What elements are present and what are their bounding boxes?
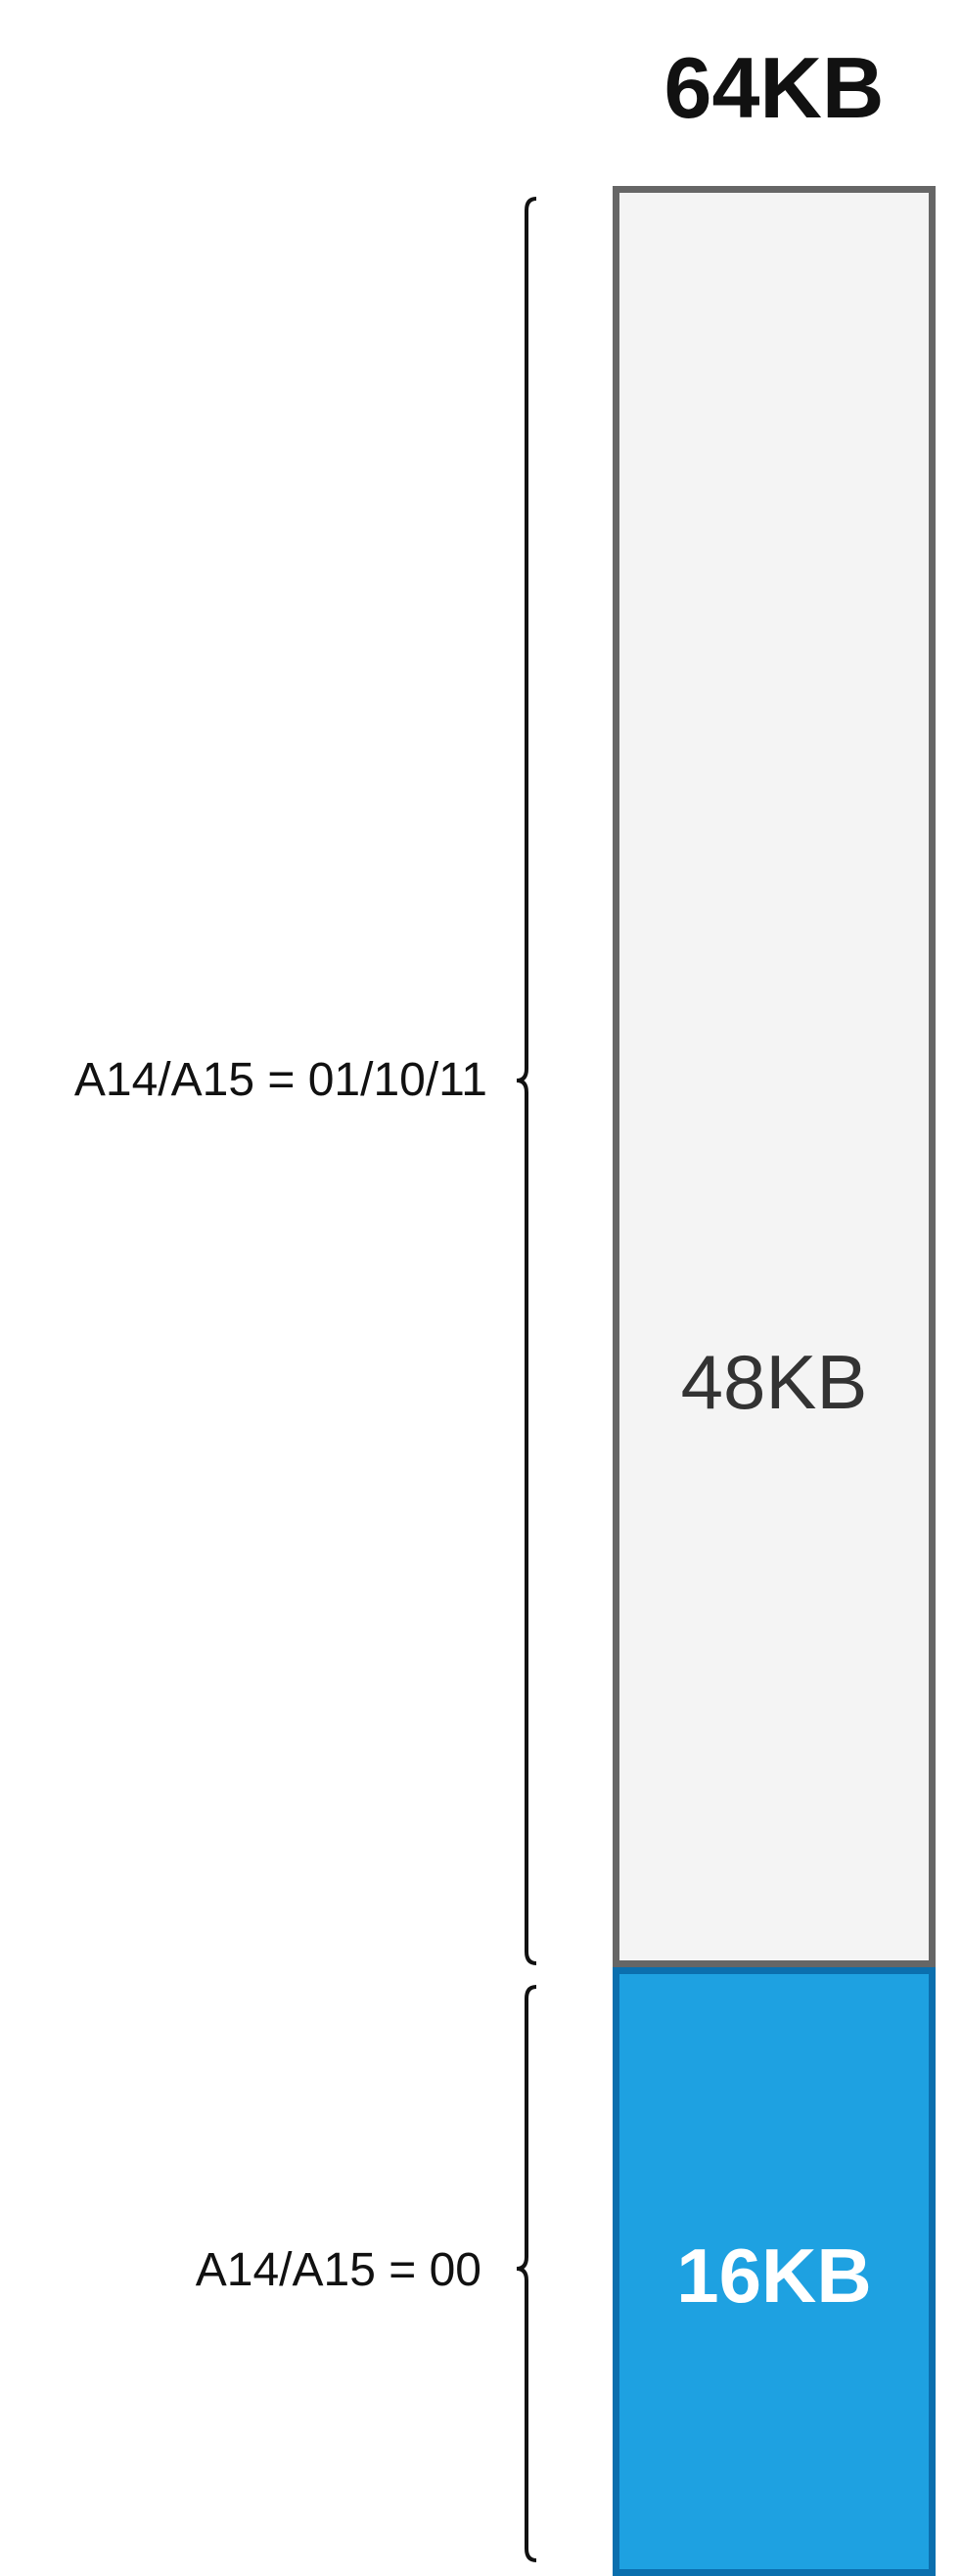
memory-block-16kb-label: 16KB bbox=[676, 2232, 872, 2319]
memory-block-48kb-label: 48KB bbox=[680, 1339, 868, 1425]
memory-map-title: 64KB bbox=[664, 39, 885, 136]
brace-lower bbox=[517, 1987, 536, 2560]
memory-block-16kb bbox=[613, 1967, 936, 2576]
brace-label-lower: A14/A15 = 00 bbox=[195, 2244, 481, 2296]
memory-block-48kb bbox=[613, 186, 936, 1967]
brace-label-upper: A14/A15 = 01/10/11 bbox=[73, 1054, 487, 1106]
brace-upper bbox=[517, 199, 536, 1963]
